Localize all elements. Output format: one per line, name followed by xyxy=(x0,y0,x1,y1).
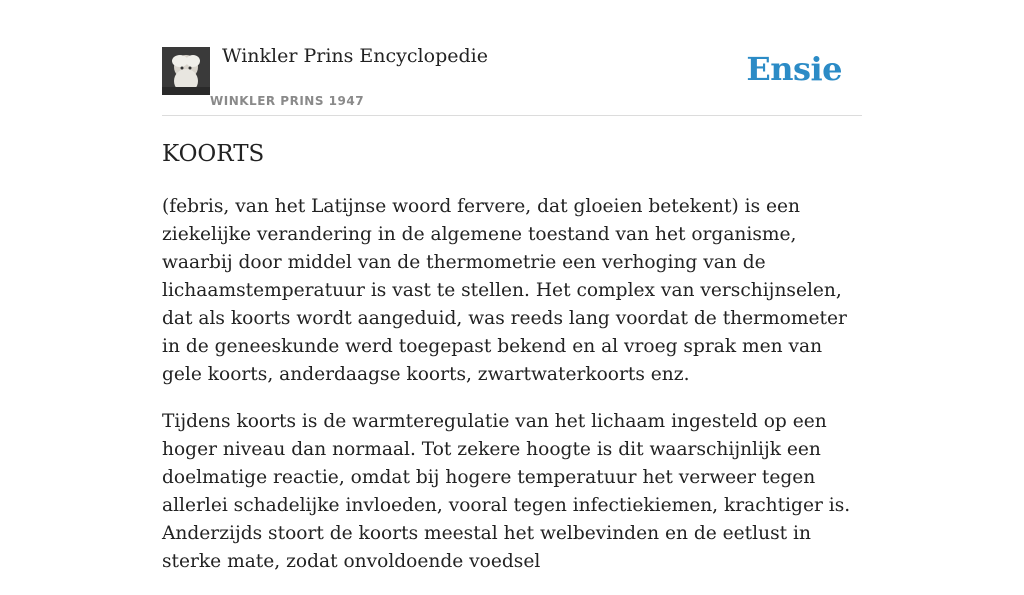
article-body xyxy=(162,193,862,595)
site-name-link[interactable]: Winkler Prins Encyclopedie xyxy=(222,45,488,67)
edition-label: WINKLER PRINS 1947 xyxy=(210,94,365,108)
ensie-logo[interactable]: Ensie xyxy=(746,50,842,88)
article-paragraph: Tijdens koorts is de warmteregulatie van het lichaam ingesteld op een hoger niveau dan normaal. Tot zekere hoogte is dit waarschijnlijk een doelmatige reactie, omdat bij hogere temperatuur het verweer tegen allerlei schadelijke invloeden, vooral tegen infectiekiemen, krachtiger is. Anderzijds stoort de koorts meestal het welbevinden en de eetlust in sterke mate, zodat onvoldoende voedsel xyxy=(162,411,851,572)
article-title: KOORTS xyxy=(162,141,265,167)
site-header xyxy=(162,0,862,116)
content-column xyxy=(162,0,862,572)
article-paragraph: (febris, van het Latijnse woord fervere, dat gloeien betekent) is een ziekelijke verandering in de algemene toestand van het organisme, waarbij door middel van de thermometrie een verhoging van de lichaamstemperatuur is vast te stellen. Het complex van verschijnselen, dat als koorts wordt aangeduid, was reeds lang voordat de thermometer in de geneeskunde werd toegepast bekend en al vroeg sprak men van gele koorts, anderdaagse koorts, zwartwaterkoorts enz. xyxy=(162,196,847,385)
portrait-avatar-icon[interactable] xyxy=(162,47,210,95)
